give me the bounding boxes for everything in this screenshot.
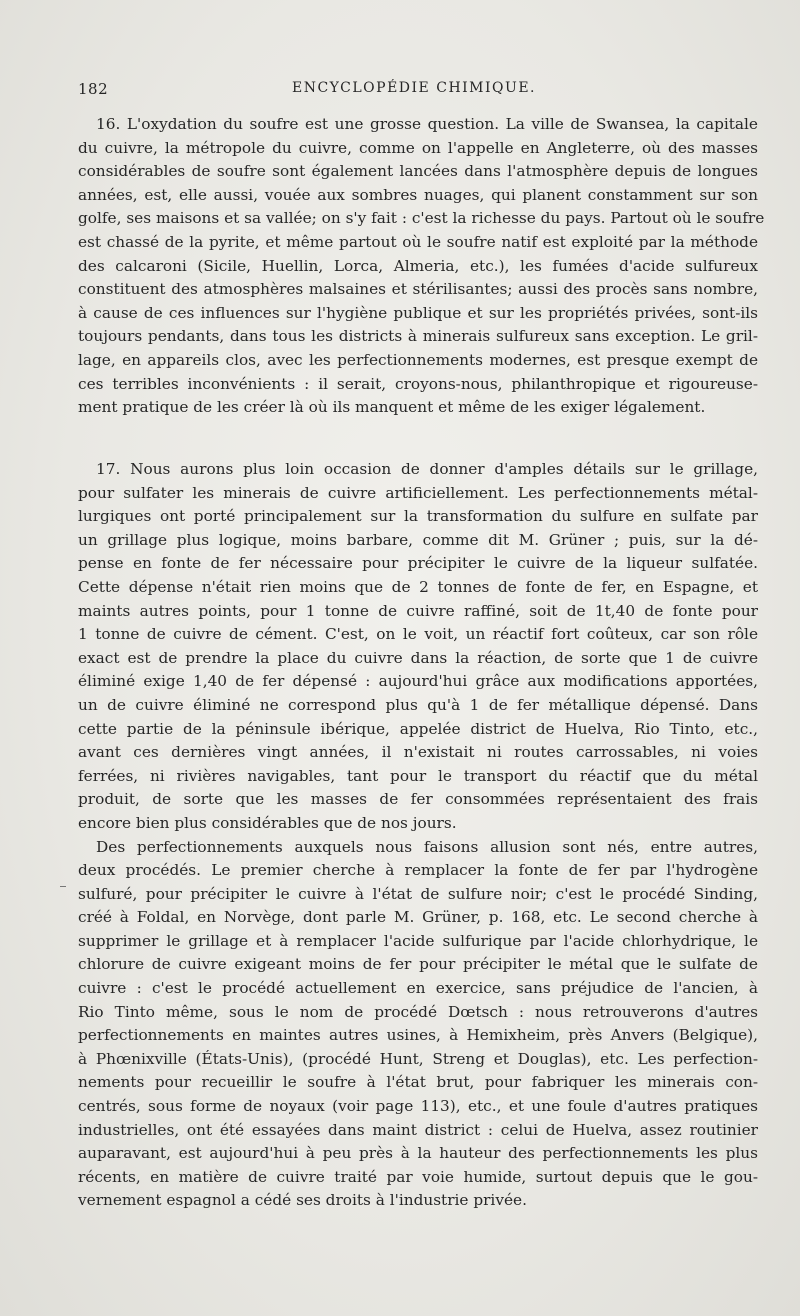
paragraph-16	[78, 113, 765, 420]
text-line: produit, de sorte que les masses de fer consommées représentaient des frais	[78, 790, 758, 809]
paragraph-17	[78, 458, 758, 836]
text-line: pense en fonte de fer nécessaire pour précipiter le cuivre de la liqueur sulfatée.	[78, 554, 758, 573]
text-line: ces terribles inconvénients : il serait, croyons-nous, philanthropique et rigoureuse-	[78, 374, 758, 393]
text-line: créé à Foldal, en Norvège, dont parle M. Grüner, p. 168, etc. Le second cherche à	[78, 908, 758, 927]
text-line: sulfuré, pour précipiter le cuivre à l'état de sulfure noir; c'est le procédé Sinding,	[78, 884, 758, 903]
text-line: Cette dépense n'était rien moins que de 2 tonnes de fonte de fer, en Espagne, et	[78, 577, 758, 596]
text-line: vernement espagnol a cédé ses droits à l'industrie privée.	[78, 1191, 527, 1210]
text-line: cuivre : c'est le procédé actuellement en exercice, sans préjudice de l'ancien, à	[78, 979, 758, 998]
text-line: éliminé exige 1,40 de fer dépensé : aujourd'hui grâce aux modifications apportées,	[78, 672, 758, 691]
text-line: deux procédés. Le premier cherche à remplacer la fonte de fer par l'hydrogène	[78, 861, 758, 880]
text-line: 17. Nous aurons plus loin occasion de donner d'amples détails sur le grillage,	[96, 460, 758, 478]
paragraph-18	[78, 836, 758, 1214]
text-line: auparavant, est aujourd'hui à peu près à la hauteur des perfectionnements les plus	[78, 1144, 758, 1163]
text-line: lage, en appareils clos, avec les perfectionnements modernes, est presque exempt de	[78, 350, 758, 369]
text-line: constituent des atmosphères malsaines et stérilisantes; aussi des procès sans nombre,	[78, 280, 758, 299]
text-line: à cause de ces influences sur l'hygiène publique et sur les propriétés privées, sont-ils	[78, 303, 758, 322]
text-line: ferrées, ni rivières navigables, tant pour le transport du réactif que du métal	[78, 766, 758, 785]
text-line: ment pratique de les créer là où ils manquent et même de les exiger légalement.	[78, 398, 706, 417]
text-line: est chassé de la pyrite, et même partout où le soufre natif est exploité par la méthode	[78, 232, 758, 251]
text-line: du cuivre, la métropole du cuivre, comme on l'appelle en Angleterre, où des masses	[78, 138, 758, 157]
text-line: pour sulfater les minerais de cuivre artificiellement. Les perfectionnements métal-	[78, 483, 758, 502]
text-line: toujours pendants, dans tous les districts à minerais sulfureux sans exception. Le gril-	[78, 327, 758, 346]
text-line: récents, en matière de cuivre traité par voie humide, surtout depuis que le gou-	[78, 1167, 758, 1186]
text-line: industrielles, ont été essayées dans maint district : celui de Huelva, assez routinier	[78, 1120, 758, 1139]
text-line: chlorure de cuivre exigeant moins de fer pour précipiter le métal que le sulfate de	[78, 955, 758, 974]
text-line: perfectionnements en maintes autres usines, à Hemixheim, près Anvers (Belgique),	[78, 1026, 758, 1045]
text-line: 16. L'oxydation du soufre est une grosse question. La ville de Swansea, la capitale	[96, 115, 758, 133]
text-line: centrés, sous forme de noyaux (voir page 113), etc., et une foule d'autres pratiques	[78, 1097, 758, 1116]
text-line: considérables de soufre sont également lancées dans l'atmosphère depuis de longues	[78, 162, 758, 181]
page-header	[78, 80, 750, 104]
text-line: un grillage plus logique, moins barbare, comme dit M. Grüner ; puis, sur la dé-	[78, 530, 758, 549]
text-line: supprimer le grillage et à remplacer l'acide sulfurique par l'acide chlorhydrique, le	[78, 931, 758, 950]
margin-mark	[60, 886, 66, 887]
text-line: exact est de prendre la place du cuivre dans la réaction, de sorte que 1 de cuivre	[78, 648, 758, 667]
text-line: 1 tonne de cuivre de cément. C'est, on le voit, un réactif fort coûteux, car son rôle	[78, 625, 758, 644]
text-line: un de cuivre éliminé ne correspond plus qu'à 1 de fer métallique dépensé. Dans	[78, 695, 758, 714]
text-line: années, est, elle aussi, vouée aux sombres nuages, qui planent constamment sur son	[78, 185, 758, 204]
text-line: encore bien plus considérables que de nos jours.	[78, 813, 457, 832]
running-title: ENCYCLOPÉDIE CHIMIQUE.	[292, 80, 536, 96]
text-block	[78, 113, 765, 420]
page-number: 182	[78, 80, 109, 98]
text-line: cette partie de la péninsule ibérique, appelée district de Huelva, Rio Tinto, etc.,	[78, 719, 758, 738]
text-line: des calcaroni (Sicile, Huellin, Lorca, Almeria, etc.), les fumées d'acide sulfureux	[78, 256, 758, 275]
text-line: avant ces dernières vingt années, il n'existait ni routes carrossables, ni voies	[78, 743, 758, 762]
text-line: à Phœnixville (États-Unis), (procédé Hunt, Streng et Douglas), etc. Les perfection-	[78, 1049, 758, 1068]
text-line: Des perfectionnements auxquels nous faisons allusion sont nés, entre autres,	[96, 837, 758, 856]
text-line: nements pour recueillir le soufre à l'état brut, pour fabriquer les minerais con-	[78, 1073, 758, 1092]
text-line: Rio Tinto même, sous le nom de procédé Dœtsch : nous retrouverons d'autres	[78, 1002, 758, 1021]
text-line: golfe, ses maisons et sa vallée; on s'y fait : c'est la richesse du pays. Partout où le soufre	[78, 209, 765, 228]
text-line: lurgiques ont porté principalement sur la transformation du sulfure en sulfate par	[78, 507, 758, 526]
text-line: maints autres points, pour 1 tonne de cuivre raffiné, soit de 1t,40 de fonte pour	[78, 601, 758, 620]
text-block	[78, 458, 758, 1213]
